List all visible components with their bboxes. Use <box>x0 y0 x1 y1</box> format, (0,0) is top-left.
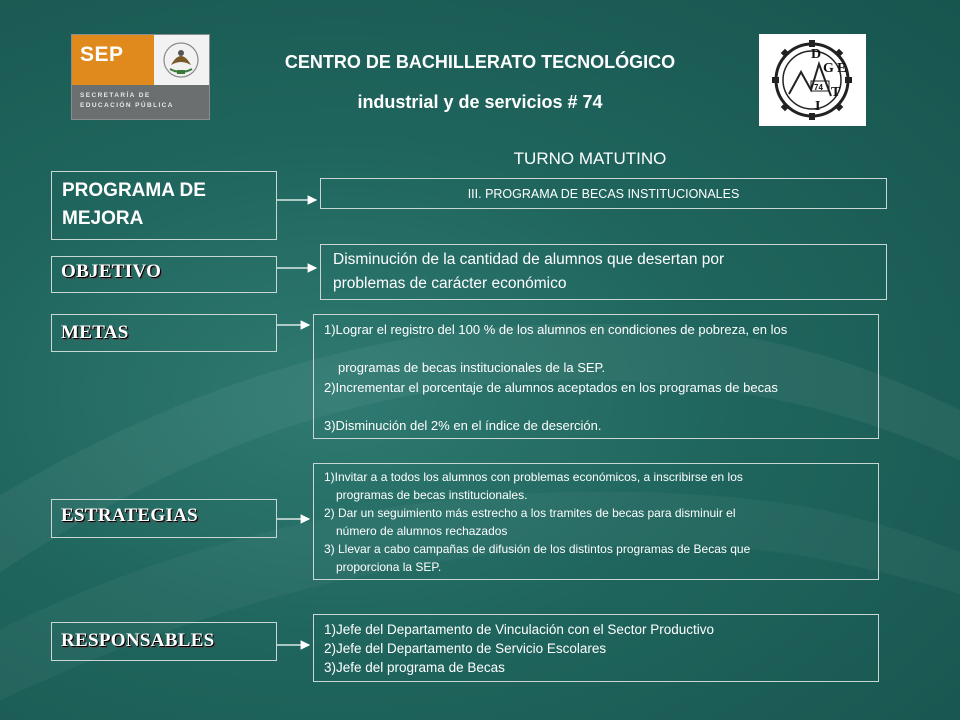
svg-text:I: I <box>815 99 821 114</box>
estrategias-item-2-cont: número de alumnos rechazados <box>336 524 508 538</box>
metas-item-1: 1)Lograr el registro del 100 % de los alumnos en condiciones de pobreza, en los <box>324 322 788 337</box>
responsables-item-3: 3)Jefe del programa de Becas <box>324 660 505 675</box>
metas-content-box <box>313 314 879 439</box>
programa-label-line1: PROGRAMA DE <box>62 180 206 201</box>
responsables-item-1: 1)Jefe del Departamento de Vinculación con el Sector Productivo <box>324 622 714 637</box>
turno-label: TURNO MATUTINO <box>513 149 667 168</box>
estrategias-item-2: 2) Dar un seguimiento más estrecho a los tramites de becas para disminuir el <box>324 506 736 520</box>
responsables-label: RESPONSABLES <box>61 630 215 651</box>
estrategias-item-1: 1)Invitar a a todos los alumnos con problemas económicos, a inscribirse en los <box>324 470 743 484</box>
metas-item-2: 2)Incrementar el porcentaje de alumnos aceptados en los programas de becas <box>324 380 778 395</box>
estrategias-item-1-cont: programas de becas institucionales. <box>336 488 528 502</box>
sep-subtitle-1: SECRETARÍA DE <box>80 92 151 99</box>
svg-text:T: T <box>831 85 841 100</box>
metas-item-1-cont: programas de becas institucionales de la SEP. <box>338 360 606 375</box>
metas-label: METAS <box>61 322 129 343</box>
page-subtitle: industrial y de servicios # 74 <box>357 92 603 112</box>
svg-text:74: 74 <box>814 83 823 92</box>
sep-brand-text: SEP <box>80 43 124 66</box>
objetivo-label: OBJETIVO <box>61 261 162 282</box>
svg-text:G: G <box>823 61 834 76</box>
programa-content-box <box>320 178 887 209</box>
svg-text:D: D <box>811 47 822 62</box>
programa-content: III. PROGRAMA DE BECAS INSTITUCIONALES <box>467 187 740 201</box>
estrategias-content-box <box>313 463 879 580</box>
objetivo-content-line1: Disminución de la cantidad de alumnos que desertan por <box>333 251 725 268</box>
responsables-item-2: 2)Jefe del Departamento de Servicio Escolares <box>324 641 607 656</box>
estrategias-item-3: 3) Llevar a cabo campañas de difusión de los distintos programas de Becas que <box>324 542 751 556</box>
sep-subtitle-2: EDUCACIÓN PÚBLICA <box>80 102 174 109</box>
objetivo-content-line2: problemas de carácter económico <box>333 275 567 292</box>
svg-text:E: E <box>837 61 847 76</box>
objetivo-content-box <box>320 244 887 300</box>
responsables-content-box <box>313 614 879 682</box>
estrategias-item-3-cont: proporciona la SEP. <box>336 560 442 574</box>
page-title: CENTRO DE BACHILLERATO TECNOLÓGICO <box>284 52 676 72</box>
metas-item-3: 3)Disminución del 2% en el índice de deserción. <box>324 418 602 433</box>
estrategias-label: ESTRATEGIAS <box>61 505 199 526</box>
programa-label-line2: MEJORA <box>62 208 144 229</box>
